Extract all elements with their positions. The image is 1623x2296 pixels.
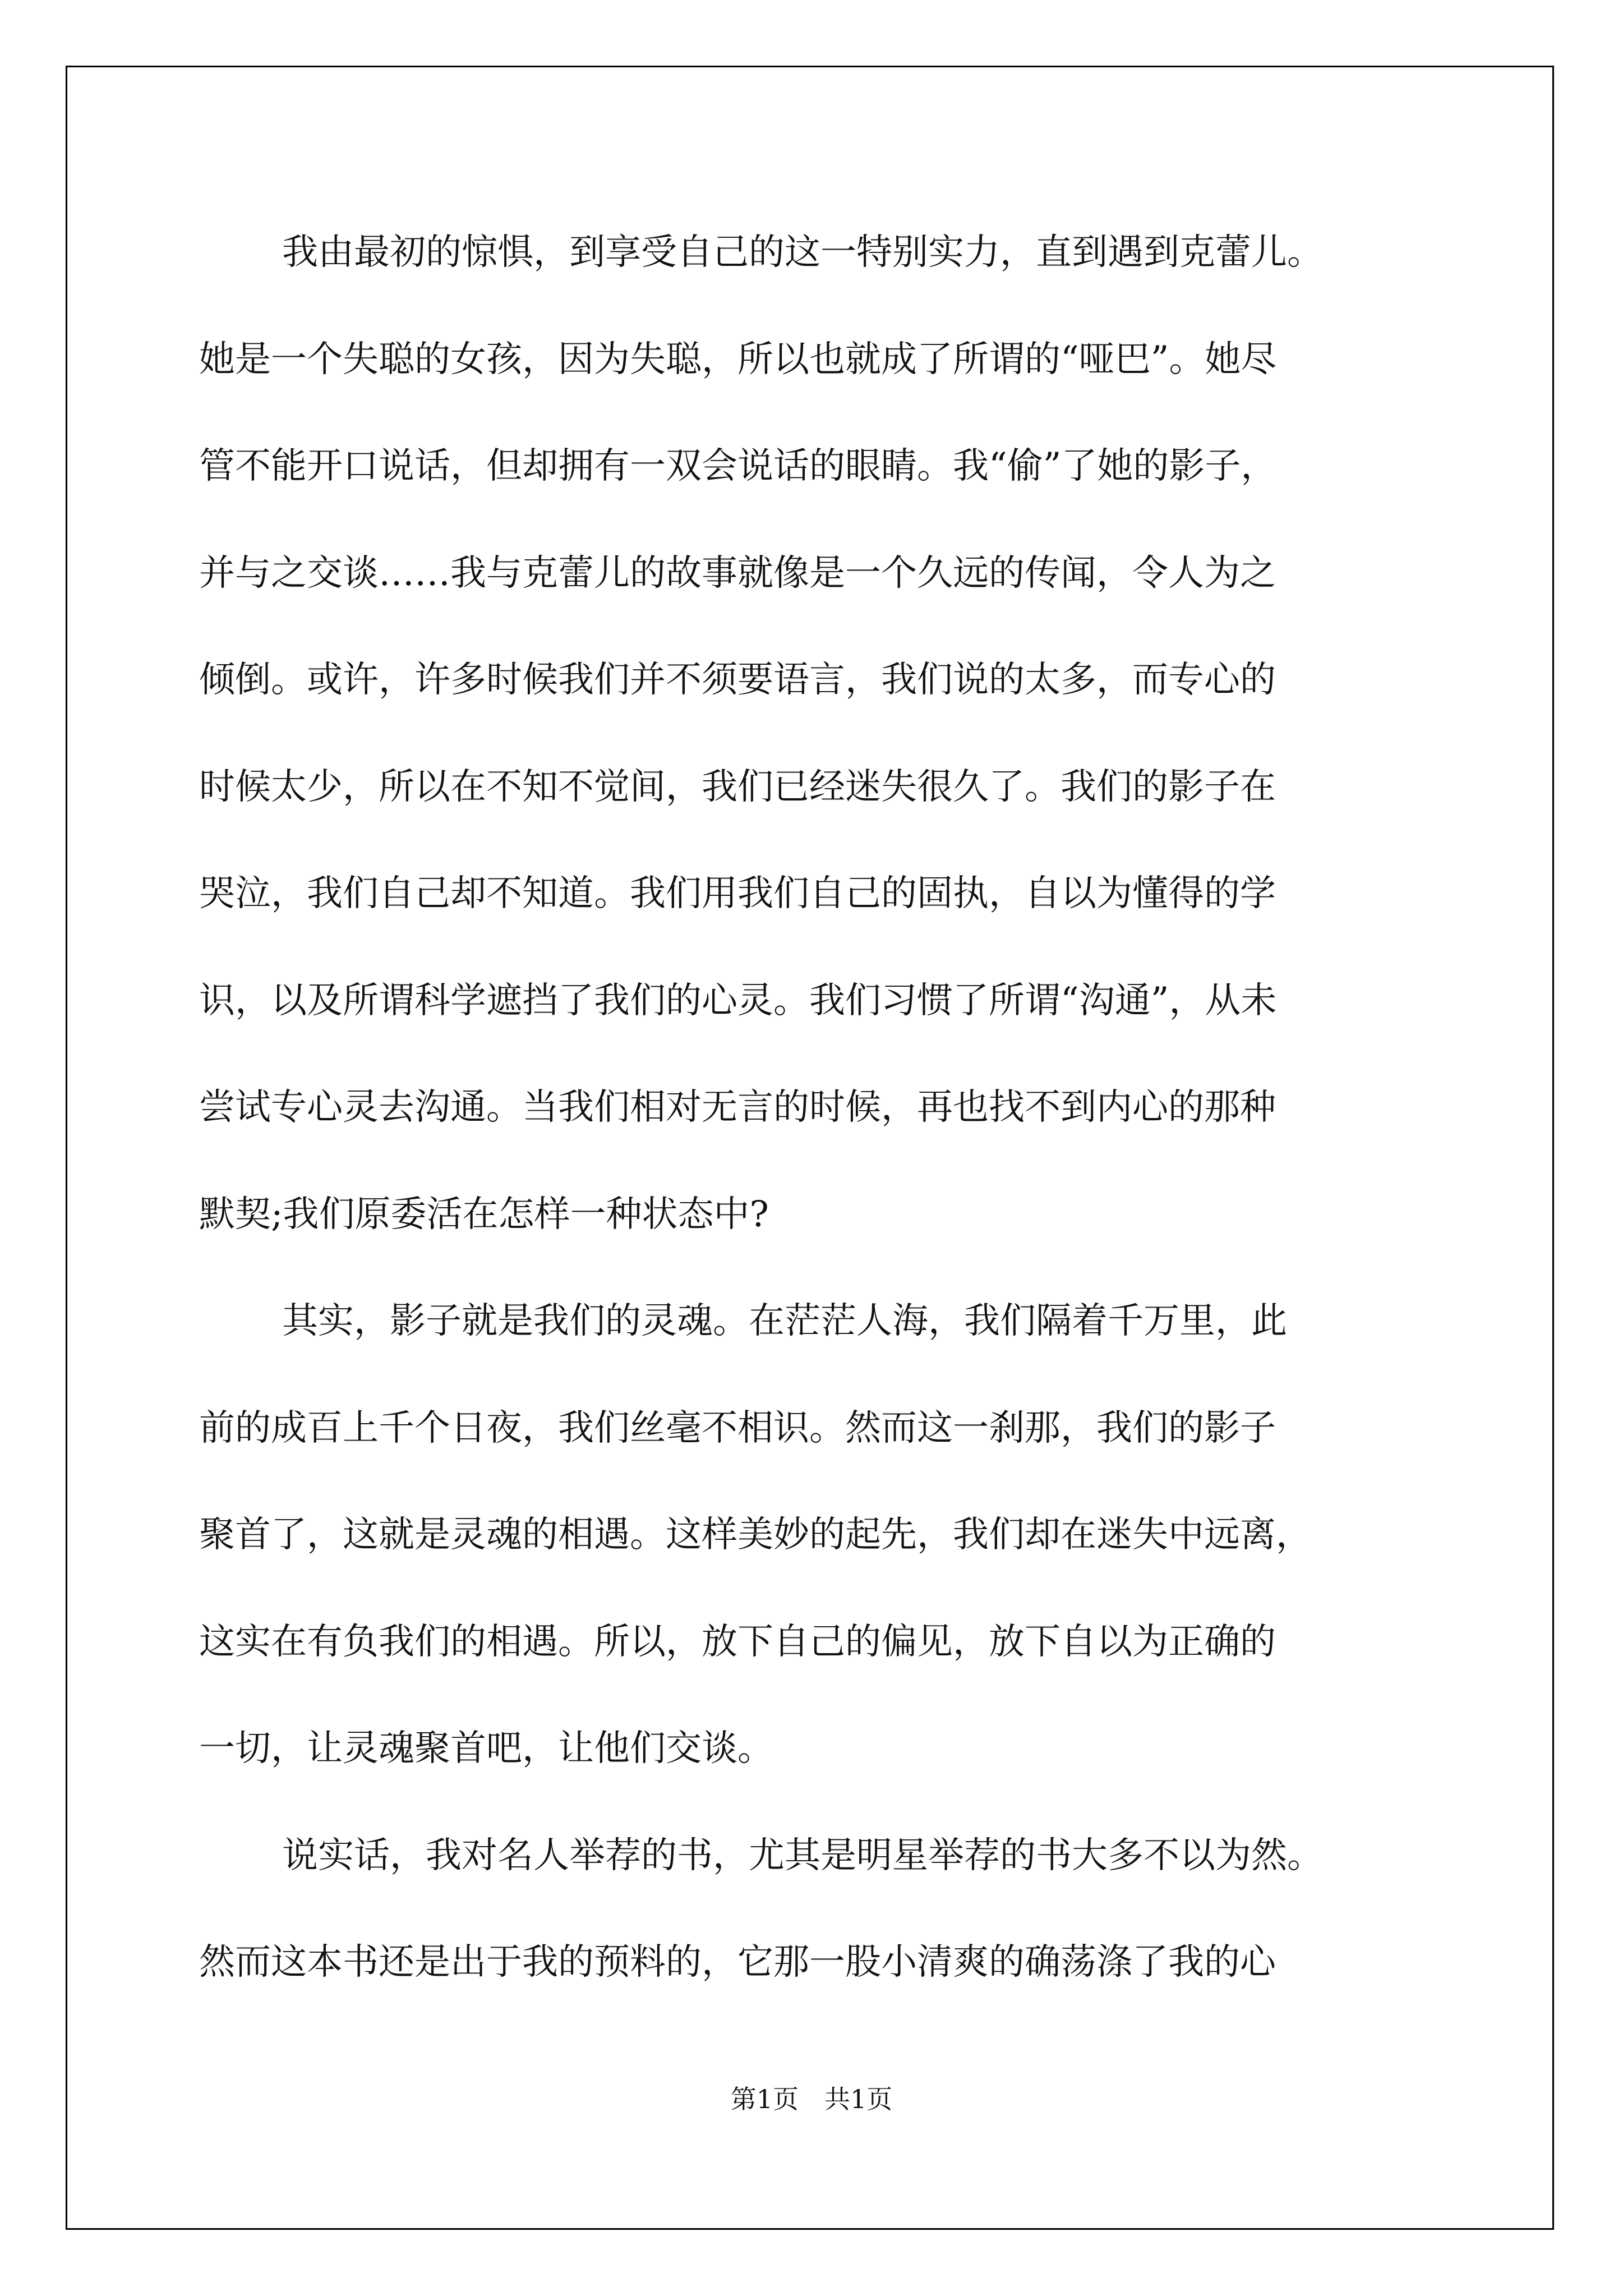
text-line: 并与之交谈……我与克蕾儿的故事就像是一个久远的传闻，令人为之 (199, 552, 1276, 594)
text-line: 我由最初的惊惧，到享受自己的这一特别实力，直到遇到克蕾儿。 (282, 232, 1323, 273)
page-footer: 第1页 共1页 (730, 2084, 893, 2114)
text-line: 这实在有负我们的相遇。所以，放下自己的偏见，放下自以为正确的 (199, 1621, 1276, 1663)
text-line: 然而这本书还是出于我的预料的，它那一股小清爽的确荡涤了我的心 (199, 1941, 1276, 1983)
text-line: 聚首了，这就是灵魂的相遇。这样美妙的起先，我们却在迷失中远离， (199, 1514, 1312, 1556)
text-line: 说实话，我对名人举荐的书，尤其是明星举荐的书大多不以为然。 (282, 1834, 1323, 1876)
text-line: 她是一个失聪的女孩，因为失聪，所以也就成了所谓的“哑巴”。她尽 (199, 338, 1277, 380)
text-line: 一切，让灵魂聚首吧，让他们交谈。 (199, 1728, 773, 1769)
document-body (199, 199, 1438, 2016)
text-line: 其实，影子就是我们的灵魂。在茫茫人海，我们隔着千万里，此 (282, 1300, 1287, 1342)
text-line: 前的成百上千个日夜，我们丝毫不相识。然而这一刹那，我们的影子 (199, 1407, 1276, 1449)
text-line: 时候太少，所以在不知不觉间，我们已经迷失很久了。我们的影子在 (199, 766, 1276, 808)
text-line: 尝试专心灵去沟通。当我们相对无言的时候，再也找不到内心的那种 (199, 1087, 1276, 1128)
text-line: 哭泣，我们自己却不知道。我们用我们自己的固执，自以为懂得的学 (199, 873, 1276, 914)
text-line: 倾倒。或许，许多时候我们并不须要语言，我们说的太多，而专心的 (199, 659, 1276, 701)
text-line: 默契;我们原委活在怎样一种状态中? (199, 1193, 769, 1235)
text-line: 识，以及所谓科学遮挡了我们的心灵。我们习惯了所谓“沟通”，从未 (199, 979, 1277, 1022)
text-line: 管不能开口说话，但却拥有一双会说话的眼睛。我“偷”了她的影子， (199, 445, 1277, 487)
